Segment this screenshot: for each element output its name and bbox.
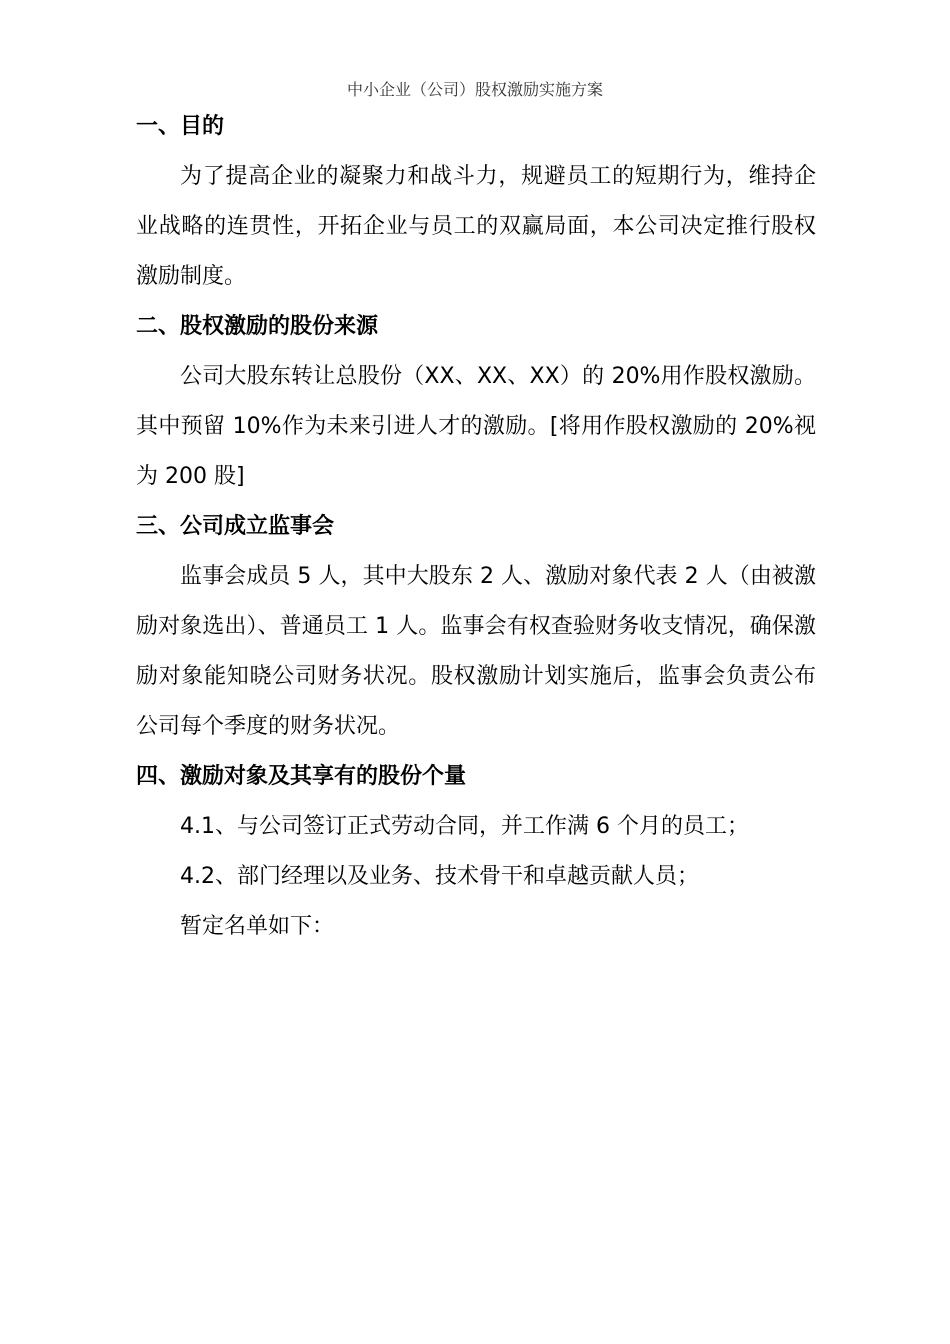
section-incentive-targets <box>136 752 816 952</box>
section-share-source <box>136 302 816 502</box>
section-heading: 四、激励对象及其享有的股份个量 <box>136 764 467 789</box>
list-intro-text: 暂定名单如下： <box>180 914 335 939</box>
running-header: 中小企业（公司）股权激励实施方案 <box>346 80 603 99</box>
document-body <box>136 102 816 952</box>
section-heading: 三、公司成立监事会 <box>136 514 335 539</box>
section-heading: 一、目的 <box>136 114 225 139</box>
list-item: 4.1、与公司签订正式劳动合同，并工作满 6 个月的员工； <box>180 814 749 839</box>
list-item: 4.2、部门经理以及业务、技术骨干和卓越贡献人员； <box>180 864 699 889</box>
section-heading: 二、股权激励的股份来源 <box>136 314 379 339</box>
section-paragraph: 公司大股东转让总股份（XX、XX、XX）的 20%用作股权激励。其中预留 10%作为未来引进人才的激励。[将用作股权激励的 20%视为 200 股] <box>136 364 816 489</box>
section-purpose <box>136 102 816 302</box>
section-paragraph: 监事会成员 5 人，其中大股东 2 人、激励对象代表 2 人（由被激励对象选出）、普通员工 1 人。监事会有权查验财务收支情况，确保激励对象能知晓公司财务状况。股权激励计划实施后，监事会负责公布公司每个季度的财务状况。 <box>136 564 816 739</box>
section-paragraph: 为了提高企业的凝聚力和战斗力，规避员工的短期行为，维持企业战略的连贯性，开拓企业与员工的双赢局面，本公司决定推行股权激励制度。 <box>136 164 816 289</box>
section-supervisory-board <box>136 502 816 752</box>
